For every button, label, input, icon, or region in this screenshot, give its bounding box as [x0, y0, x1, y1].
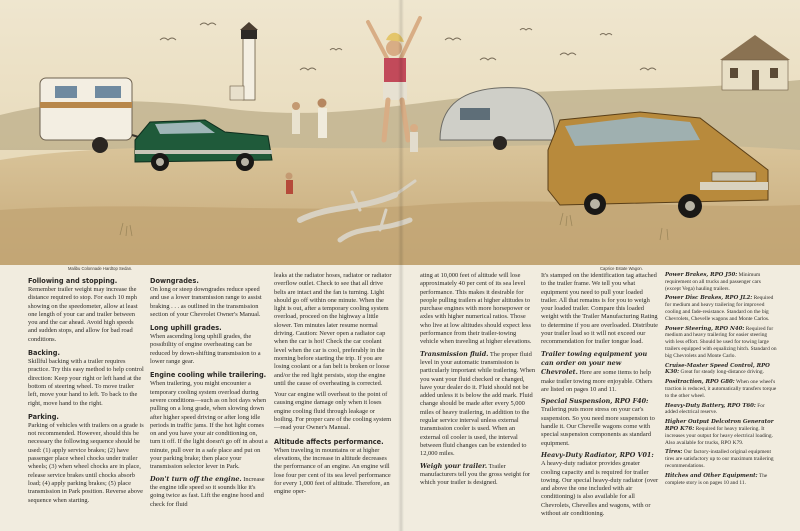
section-heading: Backing. [28, 349, 60, 358]
page-gutter [398, 0, 404, 531]
paragraph: When trailering, you might encounter a temporary cooling system overload during severe conditions—such as on hot days when pulling on a long grade, when slowing down after higher speed driving or after long idle periods in traffic jams. If the hot light comes on and you have your air conditioning on, turn it off. If the light doesn't go off in about a minute, pull over in a safe place and put on your parking brake; then place your transmission selector lever in Park. [150, 380, 268, 471]
paragraph [420, 462, 536, 488]
inline-heading: Higher Output Delcotron Generator RPO K76: [665, 419, 774, 432]
paragraph-text: Increase the engine idle speed so it sounds like it's going twice as fast. Lift the engine hood and check for fluid [150, 475, 265, 508]
inline-heading: Power Steering, RPO N40: [665, 325, 745, 332]
paragraph-text: Required for medium and heavy trailering for improved cooling and fade-resistance. Standard on the big Chevrolets, Chevelle wagons and Monte Carlos. [665, 295, 774, 322]
section-heading: Parking. [28, 412, 59, 421]
paragraph: Remember trailer weight may increase the distance required to stop. For each 10 mph showing on the speedometer, allow at least one length of your car and trailer between you and the car ahead. Avoid high speeds and sudden stops, and allow for bad road conditions. [28, 286, 138, 343]
inline-heading: Heavy-Duty Battery, RPO T60: [665, 402, 756, 409]
text-column-6 [665, 272, 777, 489]
paragraph [665, 449, 777, 469]
paragraph [665, 473, 777, 487]
inline-heading: Special Suspension, RPO F40: [541, 397, 649, 406]
paragraph [665, 403, 777, 417]
paragraph-text: Our factory-installed original equipment tires are satisfactory up to our maximum trailering recommendations. [665, 449, 774, 469]
inline-heading: Cruise-Master Speed Control, RPO K30: [665, 362, 770, 376]
paragraph-text: The proper fluid level in your automatic transmission is particularly important while trailering. When you want your fluid checked or changed, have your dealer do it. Fluid should not be added unless it is below the add mark. Fluid change should be made after every 5,000 miles of heavy trailering, in addition to the regular service interval unless external transmission cooler is used. When an external oil cooler is used, the interval between fluid changes can be extended to 12,000 miles. [420, 350, 536, 458]
paragraph [420, 350, 536, 459]
paragraph: When traveling in mountains or at higher elevations, the increase in altitude decreases the performance of an engine. An engine will lose four per cent of its sea level performance for every 1,000 feet of altitude. Therefore, an engine oper- [274, 446, 391, 496]
paragraph: It's stamped on the identification tag attached to the trailer frame. We tell you what equipment you need to pull your loaded trailer. All that remains is for you to weigh your loaded trailer. Compare this loaded weight with the Trailer Manufacturing Rating to determine if you are overloaded. Distribute your trailer load so it will not exceed our recommendation for trailer tongue load. [541, 272, 658, 346]
inline-heading: Don't turn off the engine. [150, 474, 242, 483]
paragraph [665, 379, 777, 399]
section-heading: Long uphill grades. [150, 324, 222, 333]
paragraph [665, 272, 777, 292]
inline-heading: Transmission fluid. [420, 349, 489, 358]
inline-heading: Weigh your trailer. [420, 461, 488, 470]
paragraph [665, 363, 777, 377]
paragraph: Skillful backing with a trailer requires practice. Try this easy method to help control direction: Keep your right or left hand at the bottom of steering wheel. To move trailer left, move your hand to left. To back to the right, move hand to the right. [28, 358, 144, 407]
text-column-3 [274, 272, 392, 499]
inline-heading: Power Disc Brakes, RPO JL2: [665, 295, 753, 302]
paragraph: Parking of vehicles with trailers on a grade is not recommended. However, should this be necessary the following sequence should be used: (1) apply service brakes; (2) have passenger place wheel chocks under trailer wheels; (3) when wheel chocks are in place, release service brakes until chocks absorb load; (4) apply parking brakes; (5) place transmission in Park position. Reverse above sequence when starting. [28, 421, 144, 504]
paragraph [541, 451, 659, 518]
paragraph-text: Required for heavy trailering. It increases your output for heavy electrical loading. Also available for trucks, RPO K79. [665, 425, 773, 446]
paragraph-text: The complete story is on pages 10 and 11. [665, 472, 768, 486]
inline-heading: Trailer towing equipment you can order on your new Chevrolet. [541, 349, 648, 377]
paragraph [541, 397, 659, 448]
paragraph-text: Great for steady long-distance driving. [680, 369, 764, 376]
inline-heading: Tires: [665, 449, 683, 456]
paragraph: ating at 10,000 feet of altitude will lose approximately 40 per cent of its sea level performance. This makes it desirable for people pulling trailers at higher altitudes to purchase engines with more horsepower or axles with higher numerical ratios. Those who live at low altitudes should expect less performance from their trailer-towing vehicle when traveling at higher elevations. [420, 272, 532, 346]
section-heading: Downgrades. [150, 277, 199, 285]
paragraph [665, 419, 777, 446]
caption-right-car: Caprice Estate Wagon. [600, 266, 643, 271]
paragraph: When ascending long uphill grades, the possibility of engine overheating can be reduced by down-shifting transmission to a lower range gear. [150, 333, 261, 366]
caption-left-car: Malibu Colonnade Hardtop Sedan. [68, 266, 133, 271]
text-column-1 [28, 272, 144, 508]
paragraph: leaks at the radiator hoses, radiator or radiator overflow outlet. Check to see that all drive belts are intact and the fan is turning. Light should go off within one minute. When the light is out, after a temporary cooling system overload, proceed on the highway a little slower. Ten minutes later resume normal driving. Caution: Never open a radiator cap when the car is hot! Check the car coolant level when the car is cool, preferably in the morning before starting the trip. If you are losing coolant or a fan belt is broken or loose and/or the red light persists, stop the engine until the cause of overheating is corrected. [274, 272, 392, 387]
paragraph [541, 350, 659, 394]
paragraph: Your car engine will overheat to the point of causing engine damage only when it loses engine cooling fluid through leakage or boiling. For proper care of the cooling system—read your Owner's Manual. [274, 391, 392, 432]
paragraph-text: Here are some items to help make trailer towing more enjoyable. Others are listed on pages 10 and 11. [541, 369, 653, 393]
section-heading: Following and stopping. [28, 277, 118, 285]
paragraph-text: A heavy-duty radiator provides greater cooling capacity and is required for trailer towing. Our special heavy-duty radiator (over and above the one included with air conditioning) is also available for all Chevrolets, Chevelles and wagons, with or without air conditioning. [541, 460, 659, 518]
inline-heading: Positraction, RPO G80: [665, 379, 735, 386]
paragraph-text: Minimum requirement on all trucks and passenger cars (except Vega) hauling trailers. [665, 272, 761, 292]
paragraph [150, 475, 268, 509]
section-heading: Altitude affects performance. [274, 437, 384, 446]
text-column-4 [420, 272, 536, 490]
paragraph: On long or steep downgrades reduce speed and use a lower transmission range to assist braking . . . as outlined in the transmission section of your Chevrolet Owner's Manual. [150, 286, 262, 318]
paragraph-text: Required for medium and heavy trailering for easier steering with less effort. Should be used for towing large trailers equipped with equalizing hitch. Standard on big Chevrolets and Monte Carlo. [665, 325, 777, 359]
paragraph-text: Trailer manufacturers tell you the gross weight for which your trailer is designed. [420, 462, 531, 487]
paragraph-text: Trailering puts more stress on your car's suspension. So you need more suspension to handle it. Our Chevelle wagons come with special suspension components as standard equipment. [541, 406, 655, 447]
inline-heading: Heavy-Duty Radiator, RPO V01: [541, 450, 654, 459]
paragraph-text: When one wheel's traction is reduced, it automatically transfers torque to the other wheel. [665, 379, 777, 399]
paragraph-text: For added electrical reserve. [665, 402, 765, 416]
inline-heading: Power Brakes, RPO J50: [665, 272, 738, 278]
text-column-2 [150, 272, 268, 512]
inline-heading: Hitches and Other Equipment: [665, 472, 758, 479]
text-column-5 [541, 272, 659, 521]
section-heading: Engine cooling while trailering. [150, 371, 267, 380]
paragraph [665, 295, 777, 322]
paragraph [665, 326, 777, 360]
